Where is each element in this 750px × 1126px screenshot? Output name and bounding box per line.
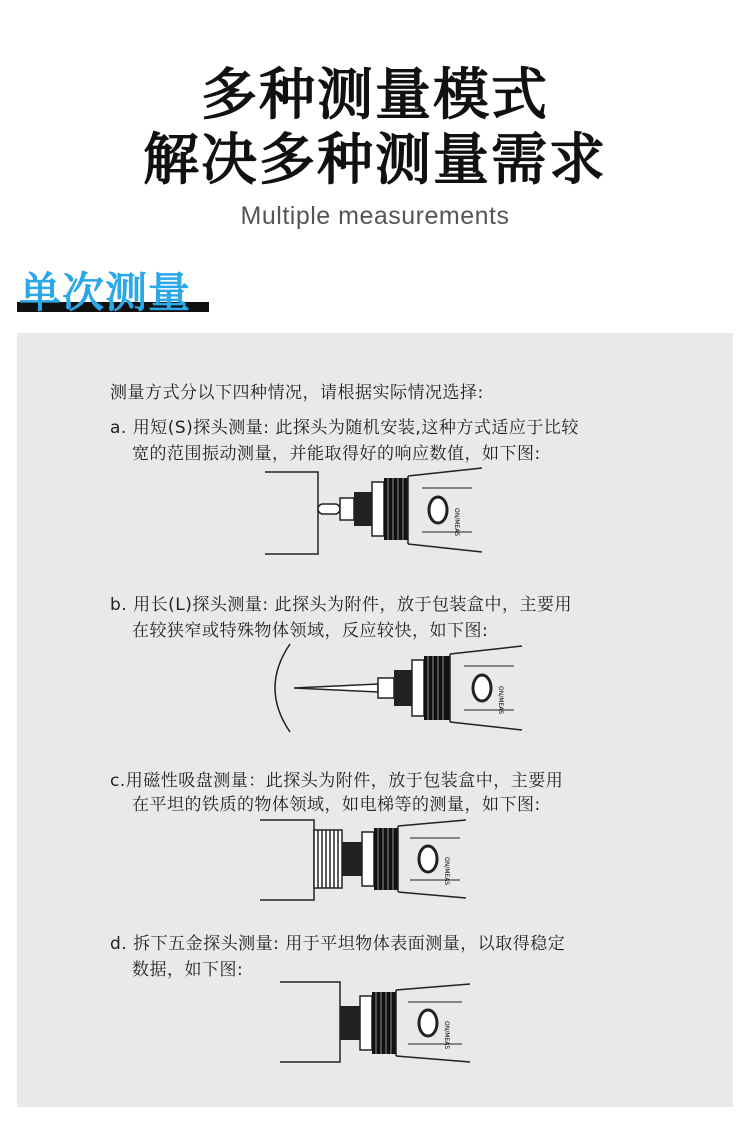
probe-base [354,492,372,526]
long-probe-tip [294,684,378,692]
probe-ring [372,482,384,536]
figure-short-probe [262,466,487,558]
page-title: 多种测量模式 [201,63,549,128]
figure-no-probe [278,978,474,1066]
on-meas-button [473,675,491,701]
probe-ring [362,832,374,886]
item-c-text-line1: c.用磁性吸盘测量：此探头为附件，放于包装盒中，主要用 [110,771,564,791]
probe-ring [360,996,372,1050]
item-a-text-line2: 宽的范围振动测量，并能取得好的响应数值，如下图: [132,444,541,464]
page-title-line2: 解决多种测量需求 [143,128,607,193]
flat-iron-target [260,820,314,900]
section-heading [17,255,209,317]
item-d-text-line1: d. 拆下五金探头测量: 用于平坦物体表面测量，以取得稳定 [110,934,566,954]
figure-long-probe [268,642,526,734]
curved-target-object [275,644,290,732]
item-a-text-line1: a. 用短(S)探头测量: 此探头为随机安装,这种方式适应于比较 [110,418,579,438]
item-c-text-line2: 在平坦的铁质的物体领域，如电梯等的测量，如下图: [132,795,541,815]
button-label: ON/MEAS [443,1021,450,1050]
probe-base [340,1006,360,1040]
item-b-text-line1: b. 用长(L)探头测量: 此探头为附件，放于包装盒中，主要用 [110,595,572,615]
on-meas-button [419,846,437,872]
probe-base [394,670,412,706]
probe-collar [378,678,394,698]
on-meas-button [419,1010,437,1036]
subtitle: Multiple measurements [240,202,510,230]
intro-text: 测量方式分以下四种情况，请根据实际情况选择: [110,383,484,403]
button-label: ON/MEAS [453,508,460,537]
probe-base [342,842,362,876]
target-object [265,472,318,554]
figure-magnetic-base [258,816,470,902]
item-b-text-line2: 在较狭窄或特殊物体领域，反应较快，如下图: [132,621,489,641]
button-label: ON/MEAS [443,857,450,886]
probe-collar [340,498,354,520]
on-meas-button [429,497,447,523]
section-title: 单次测量 [19,268,192,317]
button-label: ON/MEAS [497,686,504,715]
flat-surface-target [280,982,340,1062]
probe-ring [412,660,424,716]
short-probe-tip [318,504,340,514]
item-d-text-line2: 数据，如下图: [132,960,244,980]
